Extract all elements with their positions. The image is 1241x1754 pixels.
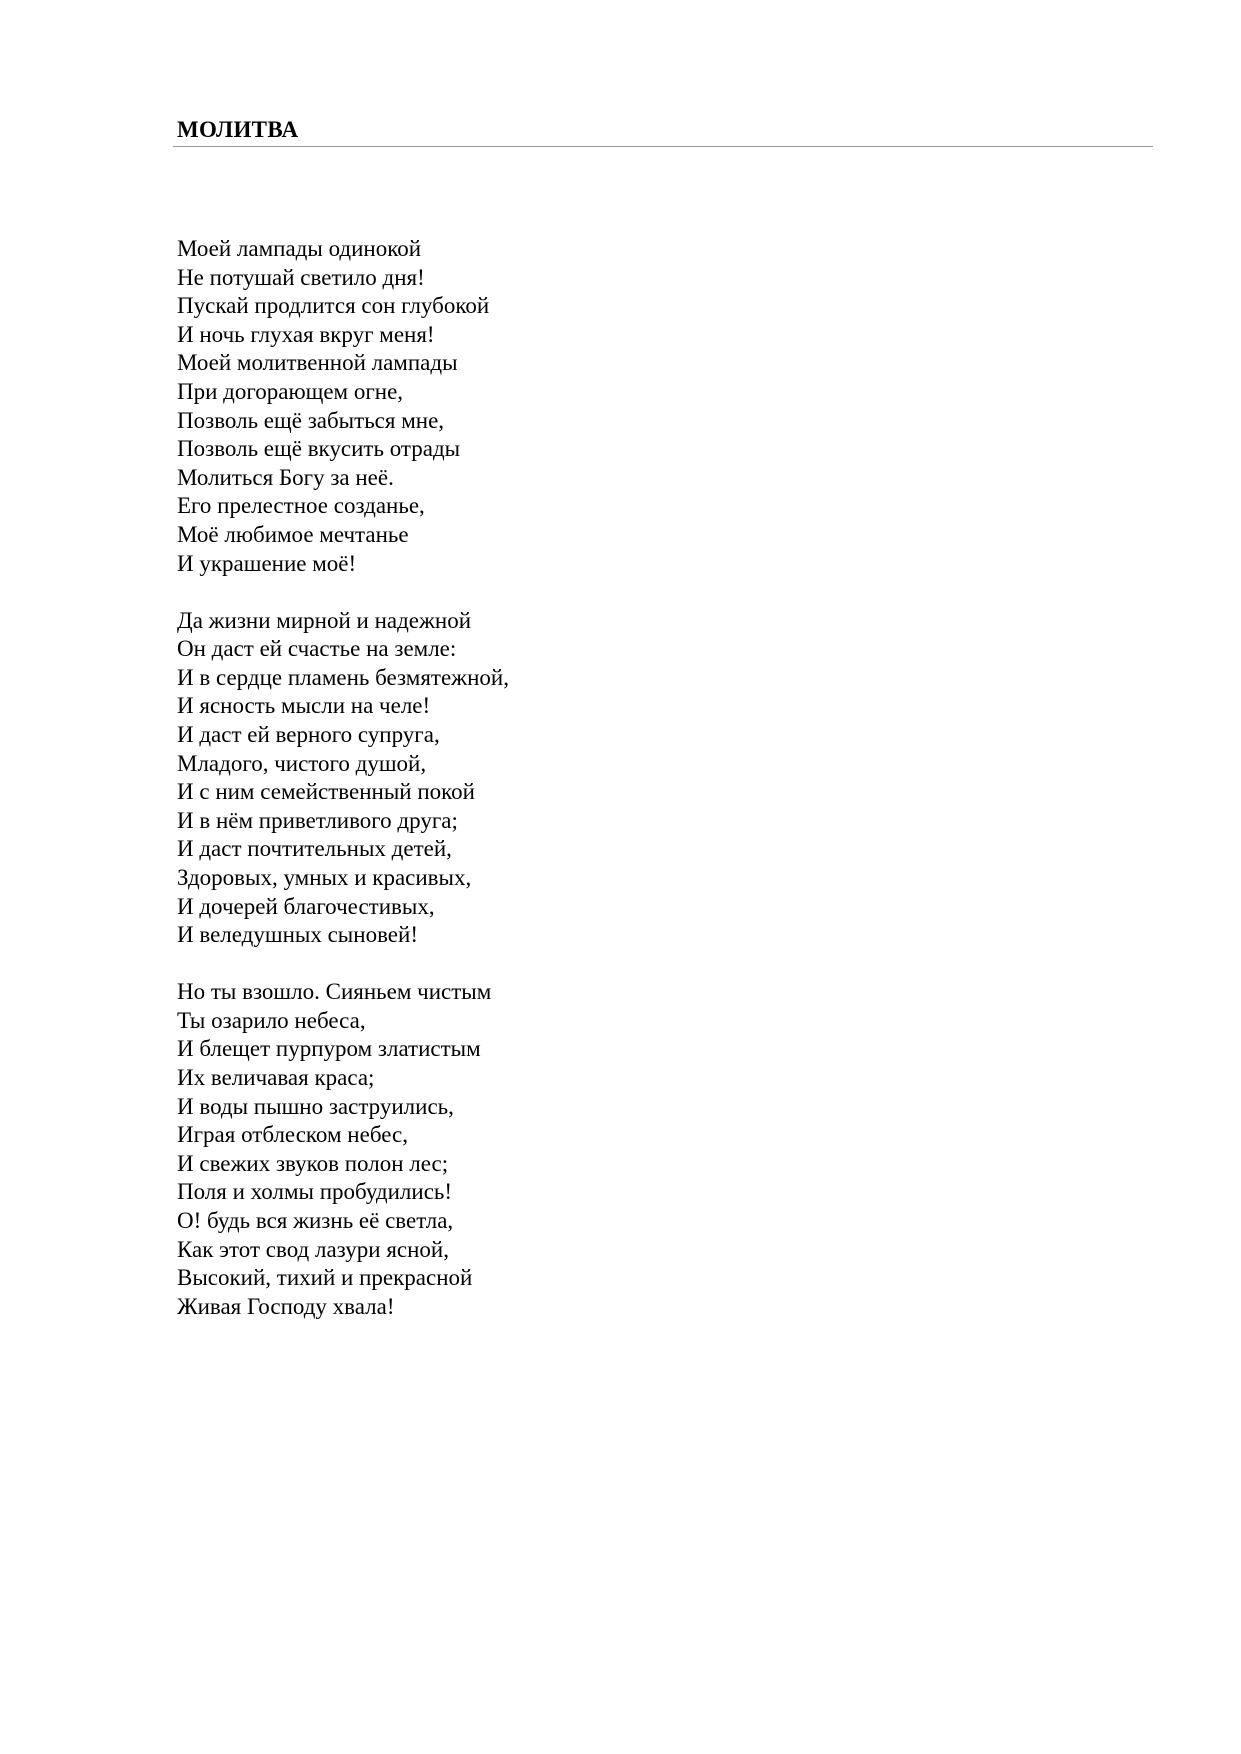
page-title: МОЛИТВА: [177, 117, 299, 142]
poem-line: Младого, чистого душой,: [177, 750, 427, 776]
stanza-2: [177, 607, 977, 950]
poem-line: Поля и холмы пробудились!: [177, 1179, 453, 1205]
poem-line: И ночь глухая вкруг меня!: [177, 321, 435, 347]
poem-line: Ты озарило небеса,: [177, 1007, 366, 1033]
poem-line: И даст ей верного супруга,: [177, 722, 440, 747]
poem-line: Моей молитвенной лампады: [177, 350, 458, 376]
poem-line: Он даст ей счастье на земле:: [177, 636, 457, 662]
poem-line: Позволь ещё вкусить отрады: [177, 436, 461, 462]
poem-line: Их величавая краса;: [177, 1065, 375, 1091]
poem-line: Но ты взошло. Сияньем чистым: [177, 979, 492, 1005]
poem-body: [177, 235, 977, 1350]
poem-line: Живая Господу хвала!: [177, 1293, 395, 1319]
poem-line: И в нём приветливого друга;: [177, 807, 458, 833]
poem-line: Позволь ещё забыться мне,: [177, 407, 445, 433]
poem-line: И украшение моё!: [177, 550, 357, 576]
poem-line: И с ним семейственный покой: [177, 779, 475, 805]
poem-line: Моей лампады одинокой: [177, 236, 422, 261]
poem-line: И воды пышно заструились,: [177, 1093, 454, 1119]
poem-line: Здоровых, умных и красивых,: [177, 864, 472, 890]
poem-line: Пускай продлится сон глубокой: [177, 293, 490, 319]
poem-line: При догорающем огне,: [177, 378, 404, 404]
poem-line: Не потушай светило дня!: [177, 264, 425, 290]
poem-line: И веледушных сыновей!: [177, 922, 418, 948]
poem-line: И в сердце пламень безмятежной,: [177, 664, 509, 690]
poem-line: Да жизни мирной и надежной: [177, 607, 472, 633]
title-divider: [173, 146, 1153, 147]
poem-line: Моё любимое мечтанье: [177, 521, 409, 547]
poem-line: Как этот свод лазури ясной,: [177, 1236, 449, 1262]
poem-line: И блещет пурпуром златистым: [177, 1036, 481, 1062]
poem-line: Играя отблеском небес,: [177, 1122, 408, 1148]
stanza-1: [177, 235, 977, 578]
poem-line: И даст почтительных детей,: [177, 836, 452, 862]
stanza-3: [177, 978, 977, 1321]
poem-line: И дочерей благочестивых,: [177, 893, 435, 919]
poem-line: Высокий, тихий и прекрасной: [177, 1265, 473, 1291]
poem-line: О! будь вся жизнь её светла,: [177, 1208, 454, 1233]
poem-line: Молиться Богу за неё.: [177, 464, 394, 490]
poem-line: И свежих звуков полон лес;: [177, 1150, 449, 1176]
poem-line: И ясность мысли на челе!: [177, 693, 431, 719]
poem-line: Его прелестное созданье,: [177, 493, 425, 519]
